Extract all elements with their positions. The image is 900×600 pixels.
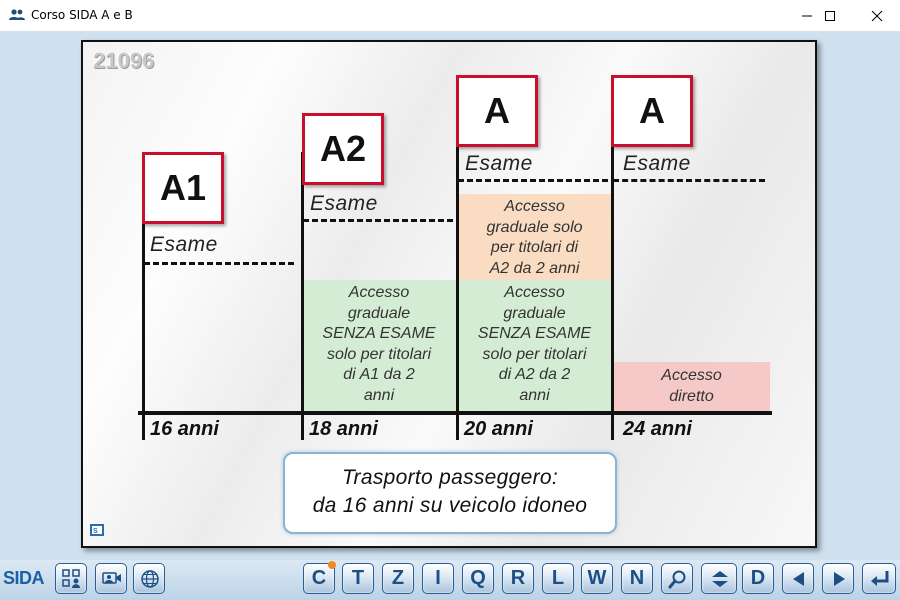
sida-small-logo-icon	[89, 522, 107, 538]
letter-button-z[interactable]	[382, 563, 414, 594]
letter-button-n[interactable]	[621, 563, 653, 594]
box-a-graduale: Accesso graduale solo per titolari di A2 da 2 anni	[457, 194, 612, 280]
esame-label-a1: Esame	[150, 233, 218, 256]
arrow-right-icon	[829, 569, 849, 589]
column-line-20	[456, 112, 459, 440]
enter-icon	[869, 569, 891, 589]
letter-d-label: D	[750, 567, 766, 589]
exam-line-a-20	[458, 179, 608, 182]
letter-button-r[interactable]	[502, 563, 534, 594]
letter-c-label: C	[311, 567, 327, 589]
next-button[interactable]	[822, 563, 854, 594]
esame-label-a2: Esame	[310, 192, 378, 215]
video-call-button[interactable]	[95, 563, 127, 594]
search-button[interactable]	[661, 563, 693, 594]
license-plate-a2: A2	[302, 113, 384, 185]
maximize-button[interactable]	[807, 0, 853, 31]
license-plate-a1: A1	[142, 152, 224, 224]
esame-label-a-24: Esame	[623, 152, 691, 175]
enter-button[interactable]	[862, 563, 896, 594]
letter-button-l[interactable]	[542, 563, 574, 594]
qr-user-icon	[62, 569, 82, 589]
column-line-16	[142, 192, 145, 440]
info-box	[283, 452, 617, 534]
letter-t-label: T	[351, 567, 365, 589]
license-plate-a-20: A	[456, 75, 538, 147]
maximize-icon	[824, 10, 836, 22]
letter-button-d[interactable]	[742, 563, 774, 594]
age-label-18: 18 anni	[309, 418, 378, 440]
letter-button-w[interactable]	[581, 563, 613, 594]
updown-button[interactable]	[701, 563, 737, 594]
globe-icon	[140, 569, 160, 589]
exam-line-a-24	[613, 179, 765, 182]
svg-text:S: S	[93, 528, 98, 535]
slide-id: 21096	[93, 48, 155, 73]
exam-line-a1	[144, 262, 294, 265]
info-line-1: Trasporto passeggero:	[341, 466, 559, 489]
box-a2-senza-esame: Accesso graduale SENZA ESAME solo per titolari di A1 da 2 anni	[302, 280, 456, 412]
license-plate-a-24: A	[611, 75, 693, 147]
box-a-senza-esame: Accesso graduale SENZA ESAME solo per titolari di A2 da 2 anni	[457, 280, 612, 412]
lesson-slide	[81, 40, 817, 548]
title-bar	[0, 0, 900, 31]
sida-logo: SIDA	[3, 568, 45, 588]
age-label-24: 24 anni	[623, 418, 692, 440]
previous-button[interactable]	[782, 563, 814, 594]
close-icon	[871, 10, 883, 22]
info-line-2: da 16 anni su veicolo idoneo	[312, 494, 588, 517]
letter-i-label: I	[435, 567, 441, 589]
letter-w-label: W	[587, 567, 607, 589]
letter-button-i[interactable]	[422, 563, 454, 594]
updown-icon	[708, 569, 732, 589]
letter-button-t[interactable]	[342, 563, 374, 594]
search-icon	[668, 569, 688, 589]
letter-z-label: Z	[391, 567, 405, 589]
exam-line-a2	[303, 219, 453, 222]
qr-user-button[interactable]	[55, 563, 87, 594]
age-label-16: 16 anni	[150, 418, 219, 440]
esame-label-a-20: Esame	[465, 152, 533, 175]
letter-q-label: Q	[470, 567, 486, 589]
column-line-24	[611, 112, 614, 440]
arrow-left-icon	[789, 569, 809, 589]
window-title: Corso SIDA A e B	[31, 8, 133, 22]
video-call-icon	[102, 569, 122, 589]
users-icon	[9, 8, 25, 22]
letter-l-label: L	[551, 567, 565, 589]
timeline-axis	[138, 411, 772, 415]
letter-button-q[interactable]	[462, 563, 494, 594]
letter-n-label: N	[629, 567, 645, 589]
close-button[interactable]	[854, 0, 900, 31]
column-line-18	[301, 152, 304, 440]
web-button[interactable]	[133, 563, 165, 594]
box-a-diretto: Accesso diretto	[613, 362, 770, 412]
age-label-20: 20 anni	[464, 418, 533, 440]
notification-dot	[328, 561, 336, 569]
letter-r-label: R	[510, 567, 526, 589]
